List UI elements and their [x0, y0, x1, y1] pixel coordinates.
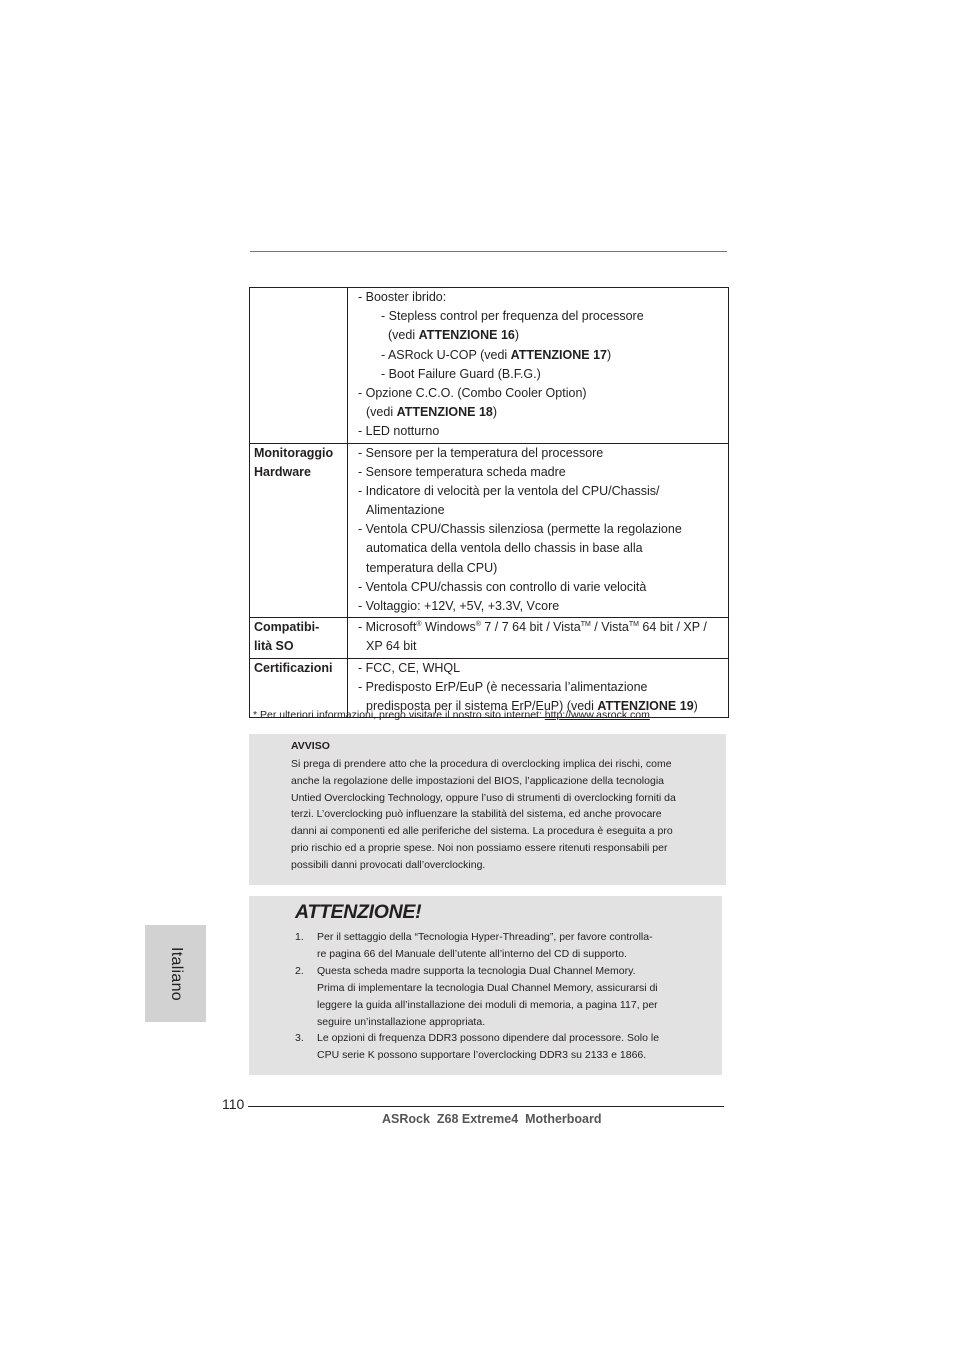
spec-line: - Sensore per la temperatura del processore: [358, 445, 604, 460]
spec-line-text: - ASRock U-COP (vedi: [381, 347, 511, 362]
warning-list: [295, 929, 659, 1064]
warning-item-text: [317, 929, 653, 963]
spec-label-os: [250, 618, 348, 657]
spec-line: [358, 326, 728, 345]
warning-item-text: [317, 963, 658, 1031]
spec-line-suffix: ): [492, 405, 498, 420]
spec-row-hardware: [250, 443, 728, 618]
notice-body: [291, 756, 716, 874]
spec-line: - Booster ibrido:: [358, 290, 447, 304]
spec-line: [358, 403, 728, 422]
spec-label-empty: [250, 288, 348, 443]
spec-line: - Sensore temperatura scheda madre: [358, 464, 566, 479]
warning-item: [295, 929, 659, 963]
warning-line: Prima di implementare la tecnologia Dual Channel Memory, assicurarsi di: [317, 981, 658, 994]
warning-item: [295, 963, 659, 1031]
notice-line: Untied Overclocking Technology, oppure l’uso di strumenti di overclocking forniti da: [291, 791, 676, 804]
spec-label-line: Monitoraggio: [254, 445, 334, 460]
spec-line: - Predisposto ErP/EuP (è necessaria l’alimentazione: [358, 679, 648, 694]
spec-text: - Microsoft: [358, 620, 417, 635]
spec-label-line: lità SO: [254, 639, 294, 654]
warning-title: ATTENZIONE!: [295, 901, 422, 923]
warning-line: Le opzioni di frequenza DDR3 possono dipendere dal processore. Solo le: [317, 1032, 660, 1045]
spec-line: [358, 346, 728, 365]
trademark-mark: TM: [628, 621, 639, 629]
spec-cell-os: [348, 618, 728, 657]
spec-label-line: Compatibi-: [254, 620, 320, 635]
spec-line: - Indicatore di velocità per la ventola del CPU/Chassis/: [358, 483, 660, 498]
spec-text: Windows: [421, 620, 476, 635]
spec-line: automatica della ventola dello chassis in base alla: [366, 541, 643, 556]
spec-text: 7 / 7 64 bit / Vista: [480, 620, 581, 635]
spec-line: - Boot Failure Guard (B.F.G.): [381, 366, 541, 381]
warning-item-number: 1.: [295, 931, 304, 943]
spec-row-os: [250, 617, 728, 657]
spec-row-overclock-features: [250, 288, 728, 443]
spec-line-text: (vedi: [366, 405, 397, 420]
spec-table: [249, 287, 729, 718]
warning-line: seguire un’installazione appropriata.: [317, 1015, 486, 1028]
asrock-link[interactable]: http://www.asrock.com: [544, 709, 650, 721]
registered-mark: ®: [475, 621, 481, 629]
warning-item-number: 3.: [295, 1032, 304, 1045]
spec-line: - FCC, CE, WHQL: [358, 660, 461, 675]
spec-line: Alimentazione: [366, 503, 445, 518]
spec-label-line: Certificazioni: [254, 660, 333, 675]
spec-line-suffix: ): [606, 347, 612, 362]
warning-line: leggere la guida all’installazione dei moduli di memoria, a pagina 117, per: [317, 998, 658, 1011]
warning-item-number: 2.: [295, 964, 304, 977]
warning-box: [249, 896, 722, 1075]
spec-line: [358, 618, 728, 637]
spec-text: / Vista: [590, 620, 629, 635]
warning-line: CPU serie K possono supportare l’overclocking DDR3 su 2133 e 1866.: [317, 1049, 647, 1062]
spec-line: - Ventola CPU/Chassis silenziosa (permette la regolazione: [358, 522, 682, 537]
spec-line: - LED notturno: [358, 424, 440, 439]
warning-item-text: [317, 1030, 659, 1064]
spec-label-hardware: [250, 444, 348, 618]
footnote-text: * Per ulteriori informazioni, prego visitare il nostro sito internet:: [253, 709, 545, 721]
warning-item: [295, 1030, 659, 1064]
spec-cell-hardware: [348, 444, 728, 618]
spec-cell-overclock-features: [348, 288, 728, 443]
notice-box: [249, 734, 726, 885]
spec-line: - Ventola CPU/chassis con controllo di varie velocità: [358, 579, 647, 594]
spec-line: - Opzione C.C.O. (Combo Cooler Option): [358, 385, 587, 400]
notice-line: prio rischio ed a proprie spese. Noi non possiamo essere ritenuti responsabili per: [291, 841, 668, 854]
spec-line: XP 64 bit: [366, 639, 417, 654]
notice-line: anche la regolazione delle impostazioni del BIOS, l’applicazione della tecnologia: [291, 774, 664, 787]
warning-line: Per il settaggio della “Tecnologia Hyper-Threading”, per favore controlla-: [317, 931, 653, 943]
attenzione-ref: ATTENZIONE 16: [418, 328, 515, 343]
spec-line: - Voltaggio: +12V, +5V, +3.3V, Vcore: [358, 599, 560, 613]
language-label: Italiano: [167, 946, 185, 1001]
spec-line: - Stepless control per frequenza del processore: [381, 309, 644, 324]
top-rule: [250, 251, 727, 252]
footnote: [253, 709, 650, 721]
attenzione-ref: ATTENZIONE 18: [396, 405, 493, 420]
spec-label-line: Hardware: [254, 464, 311, 479]
attenzione-ref: ATTENZIONE 19: [597, 698, 694, 713]
trademark-mark: TM: [580, 621, 591, 629]
footer-rule: [248, 1106, 724, 1107]
notice-title: AVVISO: [291, 740, 330, 752]
notice-line: terzi. L’overclocking può influenzare la stabilità del sistema, ed anche provocare: [291, 808, 662, 821]
registered-mark: ®: [416, 621, 422, 629]
attenzione-ref: ATTENZIONE 17: [510, 347, 607, 362]
spec-line-suffix: ): [514, 328, 520, 343]
spec-line-suffix: ): [693, 698, 698, 713]
spec-text: 64 bit / XP /: [638, 620, 707, 635]
spec-line: temperatura della CPU): [366, 560, 498, 575]
spec-line-text: predisposta per il sistema ErP/EuP) (vedi: [366, 698, 598, 713]
warning-line: Questa scheda madre supporta la tecnologia Dual Channel Memory.: [317, 964, 636, 977]
notice-line: Si prega di prendere atto che la procedura di overclocking implica dei rischi, come: [291, 758, 672, 770]
language-side-tab: [145, 925, 206, 1022]
notice-line: danni ai componenti ed alle periferiche del sistema. La procedura è eseguita a pro: [291, 825, 673, 838]
notice-line: possibili danni provocati dall’overclocking.: [291, 858, 486, 871]
warning-line: re pagina 66 del Manuale dell’utente all’interno del CD di supporto.: [317, 947, 627, 960]
footer-title: ASRock Z68 Extreme4 Motherboard: [382, 1112, 602, 1126]
spec-line-text: (vedi: [388, 328, 419, 343]
page-number: 110: [222, 1096, 245, 1112]
